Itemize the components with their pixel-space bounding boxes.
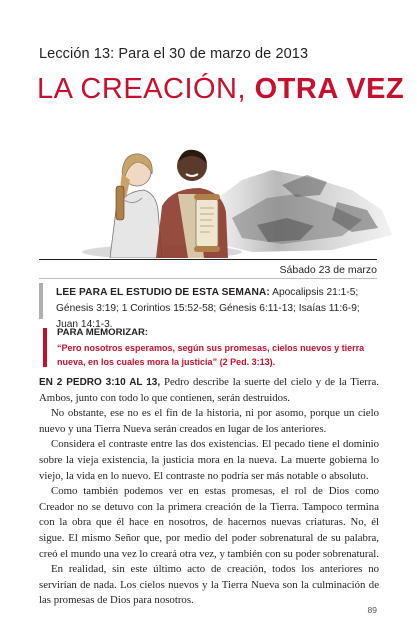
study-date: Sábado 23 de marzo — [279, 264, 377, 276]
date-rule — [39, 259, 377, 260]
body-paragraph-1 — [39, 375, 379, 406]
memorize-heading: PARA MEMORIZAR: — [57, 327, 149, 338]
title-regular: LA CREACIÓN, — [37, 73, 255, 105]
body-p1-text: Pedro describe la suerte del cielo y de la Tierra. Ambos, junto con todo lo que contienen, serán destruidos. — [39, 376, 379, 404]
body-paragraph-3: Considera el contraste entre las dos existencias. El pecado tiene el dominio sobre la vieja existencia, la justicia mora en la nueva. La muerte gobierna lo viejo, la vida en lo nuevo. El contraste no podría ser más notable o absoluto. — [39, 438, 379, 482]
page-number: 89 — [367, 605, 377, 615]
page-title — [37, 72, 404, 106]
reading-text — [56, 285, 382, 333]
memorize-accent-bar — [43, 328, 47, 367]
memorize-text: “Pero nosotros esperamos, según sus promesas, cielos nuevos y tierra nueva, en los cuales mora la justicia” (2 Ped. 3:13). — [57, 343, 365, 367]
lesson-body — [39, 375, 379, 609]
body-lead: EN 2 PEDRO 3:10 AL 13, — [39, 377, 161, 388]
body-paragraph-4: Como también podemos ver en estas promesas, el rol de Dios como Creador no se detuvo con la primera creación de la Tierra. Tampoco termina con la obra que él hace en nosotros, de hacernos nuevas criaturas. No, él sigue. El mismo Señor que, por medio del poder sobrenatural de su palabra, creó el mundo una vez lo creará otra vez, y también con su poder sobrenatural. — [39, 485, 379, 560]
lesson-line: Lección 13: Para el 30 de marzo de 2013 — [39, 46, 309, 62]
two-people-with-scroll-illustration — [82, 140, 392, 258]
reading-refs: Apocalipsis 21:1-5; Génesis 3:19; 1 Corintios 15:52-58; Génesis 6:11-13; Isaías 11:6-9; Juan 14:1-3. — [56, 287, 360, 330]
body-paragraph-2: No obstante, ese no es el fin de la historia, ni por asomo, porque un cielo nuevo y una Tierra Nueva serán creados en lugar de los anteriores. — [39, 407, 379, 435]
reading-lead: LEE PARA EL ESTUDIO DE ESTA SEMANA: — [56, 287, 270, 298]
body-paragraph-5: En realidad, sin este último acto de creación, todos los anteriores no servirían de nada. Los cielos nuevos y la Tierra Nueva son la culminación de las promesas de Dios para nosotros. — [39, 563, 379, 607]
title-bold: OTRA VEZ — [254, 73, 405, 105]
reading-box-rule — [39, 278, 377, 279]
